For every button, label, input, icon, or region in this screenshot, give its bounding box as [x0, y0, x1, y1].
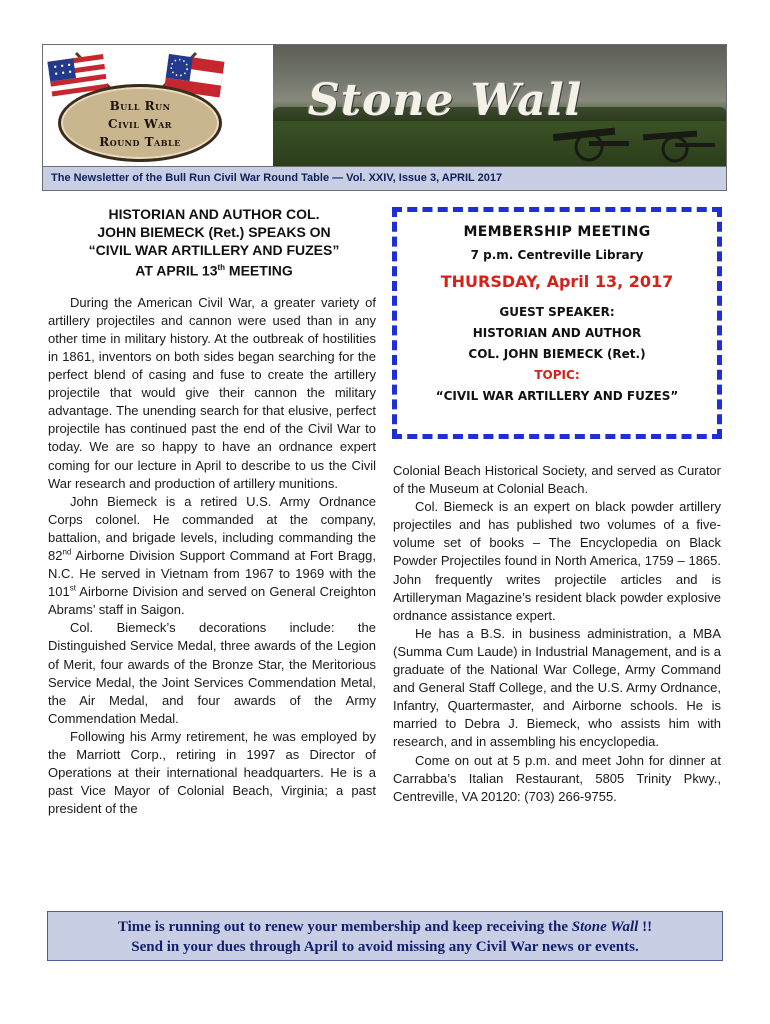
paragraph-6: Col. Biemeck is an expert on black powder artillery projectiles and has published two volumes of a five-volume set of books – The Encyclopedia on Black Powder Projectiles found in North America, 1759 – 1865. John frequently writes projectile articles and is Artilleryman Magazine’s resident black powder explosive ordnance assistance expert. [393, 499, 721, 623]
logo-line-3: Round Table [99, 135, 181, 149]
article-left-column [48, 205, 376, 818]
topic-title: “CIVIL WAR ARTILLERY AND FUZES” [435, 389, 679, 403]
paragraph-5: Colonial Beach Historical Society, and served as Curator of the Museum at Colonial Beach. [393, 463, 721, 497]
logo-line-2: Civil War [108, 117, 172, 131]
article-right-column [393, 462, 721, 806]
headline-line-4: AT APRIL 13th MEETING [135, 262, 293, 279]
article-body-left [48, 294, 376, 819]
banner-line-2: Send in your dues through April to avoid missing any Civil War news or events. [131, 939, 639, 955]
article-body-right [393, 462, 721, 806]
meeting-date: THURSDAY, April 13, 2017 [440, 272, 674, 291]
paragraph-2: John Biemeck is a retired U.S. Army Ordnance Corps colonel. He commanded at the company, battalion, and brigade levels, including commanding the 82nd Airborne Division Support Command at Fort Bragg, N.C. He served in Vietnam from 1967 to 1969 with the 101st Airborne Division and served on General Creighton Abrams’ staff in Saigon. [48, 493, 376, 618]
article-headline [48, 205, 376, 280]
meeting-place: 7 p.m. Centreville Library [470, 248, 644, 262]
paragraph-4: Following his Army retirement, he was employed by the Marriott Corp., retiring in 1997 as Director of Operations at their international headquarters. He is a past Vice Mayor of Colonial Beach, Virginia; a past president of the [48, 728, 376, 817]
round-table-logo [58, 84, 222, 162]
headline-line-2: JOHN BIEMECK (Ret.) SPEAKS ON [97, 224, 331, 240]
meeting-title: MEMBERSHIP MEETING [463, 224, 651, 240]
paragraph-1: During the American Civil War, a greater variety of artillery projectiles and cannon were used than in any other time in military history. At the outbreak of hostilities in 1861, inventors on both sides began searching for the perfect blend of casing and fuse to create the artillery projectile that would give their cannon the military advantage. The unending search for that elusive, perfect projectile has continued past the end of the Civil War to today. We are so happy to have an ordnance expert coming for our lecture in April to describe to us the Civil War research and production of artillery munitions. [48, 294, 376, 491]
paragraph-3: Col. Biemeck’s decorations include: the Distinguished Service Medal, three awards of the Legion of Merit, four awards of the Bronze Star, the Meritorious Service Medal, the Joint Services Commendation Metal, the Air Medal, and four awards of the Army Commendation Medal. [48, 620, 376, 726]
paragraph-7: He has a B.S. in business administration, a MBA (Summa Cum Laude) in Industrial Management, and is a graduate of the National War College, Army Command and General Staff College, and the U.S. Army Ordnance, Infantry, Quartermaster, and Airborne schools. He is married to Debra J. Biemeck, who assists him with research, and in assembling his encyclopedia. [393, 625, 721, 750]
headline-line-3: “CIVIL WAR ARTILLERY AND FUZES” [88, 242, 340, 258]
guest-speaker-block [397, 302, 717, 365]
newsletter-title: Stone Wall [308, 75, 583, 126]
membership-renewal-banner [47, 911, 723, 961]
membership-meeting-box [392, 207, 722, 439]
paragraph-8: Come on out at 5 p.m. and meet John for dinner at Carrabba’s Italian Restaurant, 5805 Trinity Pkwy., Centreville, VA 20120: (703) 266-9755. [393, 752, 721, 804]
guest-line-2: HISTORIAN AND AUTHOR [472, 326, 642, 340]
banner-line-1: Time is running out to renew your membership and keep receiving the Stone Wall !! [117, 919, 653, 935]
headline-line-1: HISTORIAN AND AUTHOR COL. [108, 206, 320, 222]
topic-label: TOPIC: [534, 368, 580, 382]
guest-line-3: COL. JOHN BIEMECK (Ret.) [468, 347, 646, 361]
newsletter-subtitle: The Newsletter of the Bull Run Civil War Round Table — Vol. XXIV, Issue 3, APRIL 2017 [42, 167, 727, 191]
logo-line-1: Bull Run [109, 99, 171, 113]
guest-line-1: GUEST SPEAKER: [499, 305, 615, 319]
